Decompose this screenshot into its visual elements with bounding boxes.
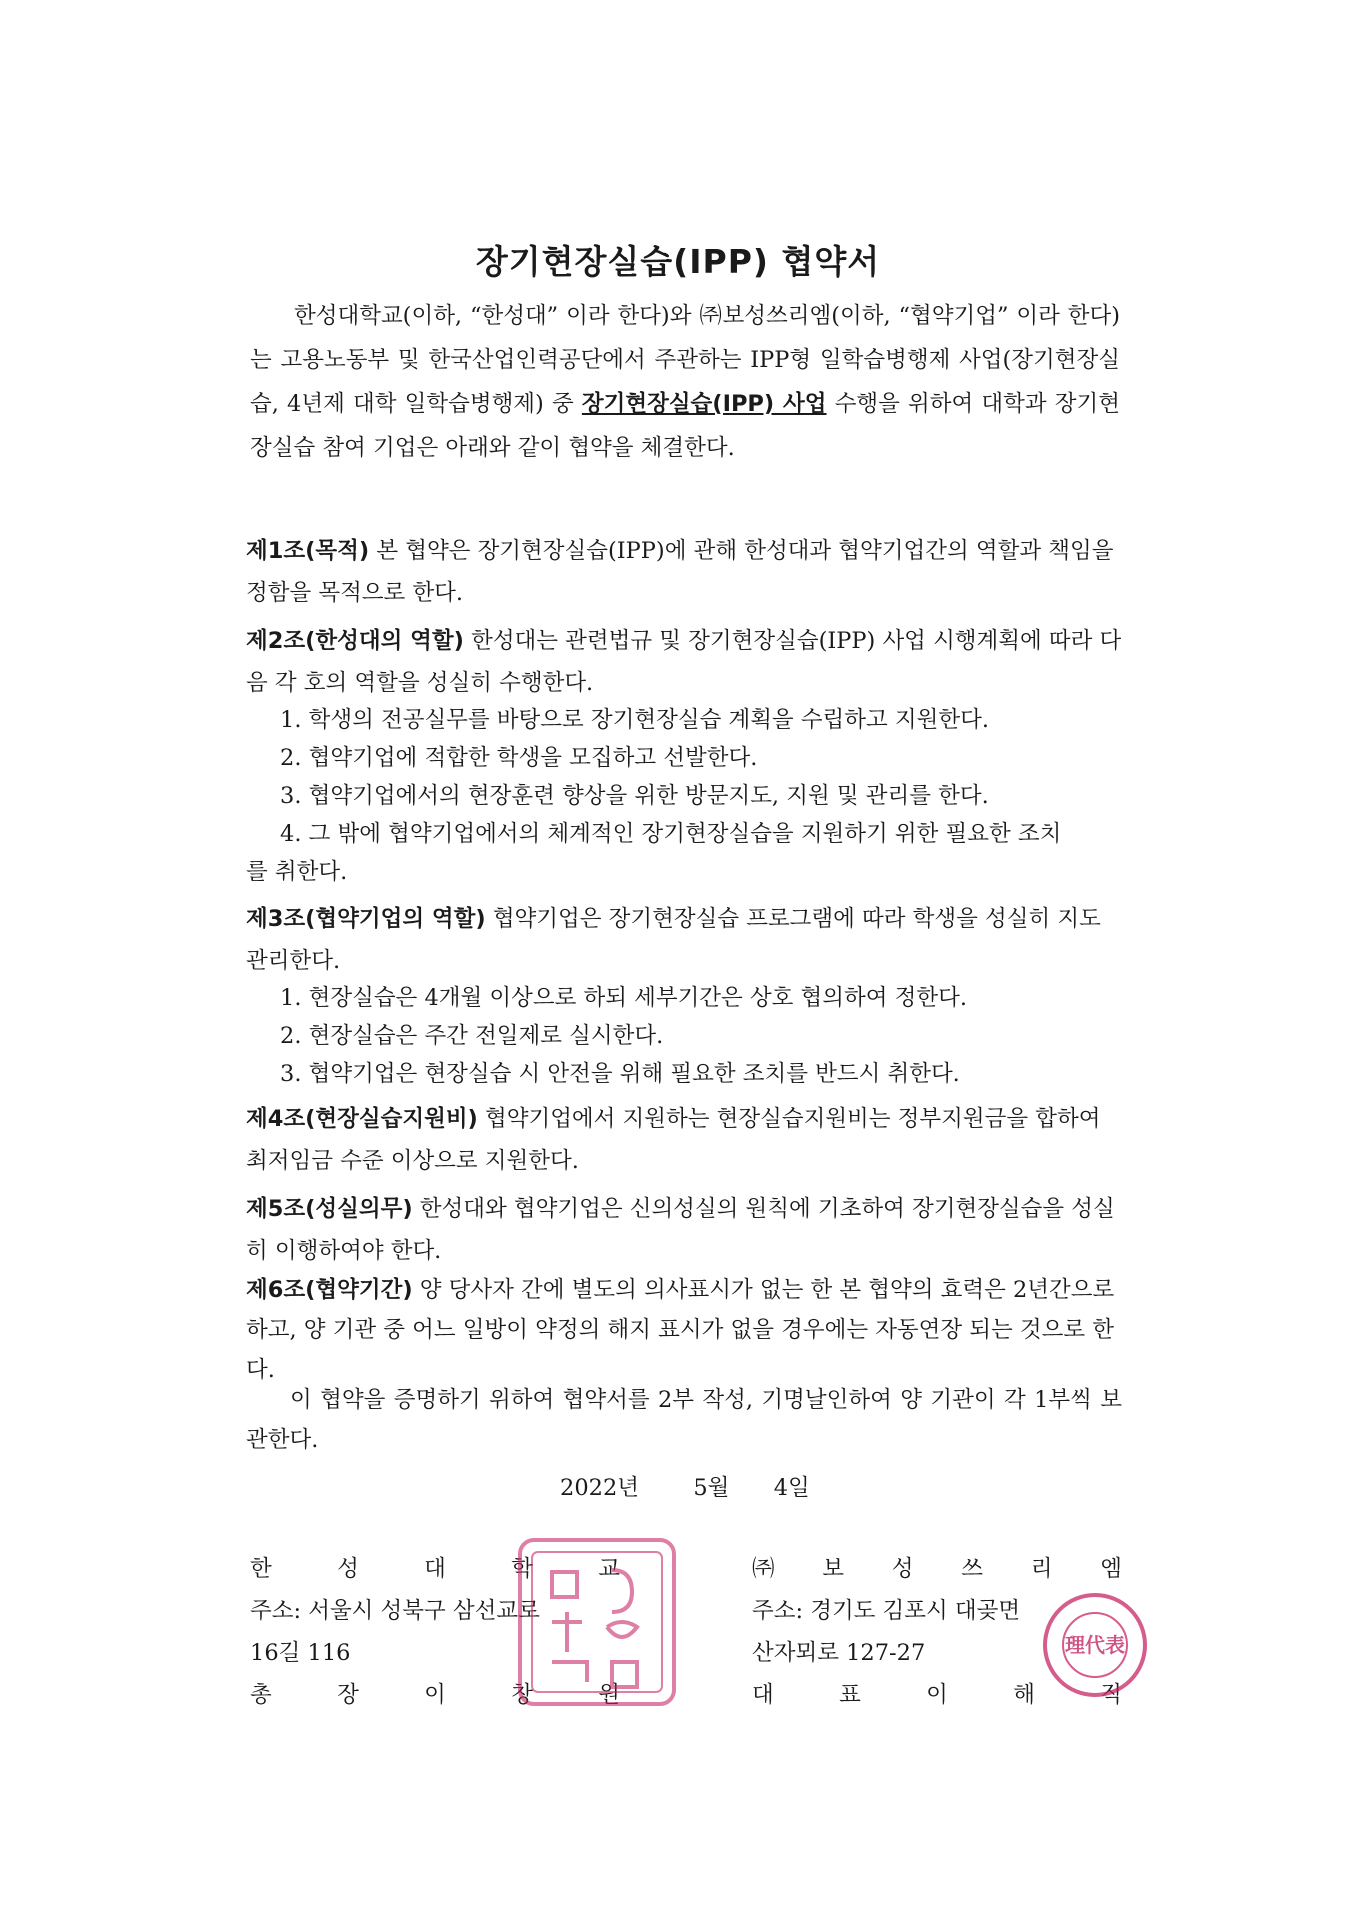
art2-item-1: 1. 학생의 전공실무를 바탕으로 장기현장실습 계획을 수립하고 지원한다. bbox=[280, 707, 989, 733]
article-1 bbox=[246, 530, 1122, 614]
party-left-rep-char: 창 bbox=[511, 1682, 533, 1708]
party-right-address-1: 주소: 경기도 김포시 대곶면 bbox=[752, 1598, 1021, 1624]
article-3 bbox=[246, 898, 1122, 982]
article-5-head: 제5조(성실의무) bbox=[246, 1196, 413, 1222]
closing-text: 이 협약을 증명하기 위하여 협약서를 2부 작성, 기명날인하여 양 기관이 각 1부씩 보관한다. bbox=[246, 1387, 1122, 1453]
party-right-name-char: 리 bbox=[1030, 1556, 1053, 1582]
intro-text-2: 수행을 위하여 대학과 장기현장실습 참여 기업은 아래와 같이 협약을 체결한다. bbox=[250, 391, 1120, 461]
article-3-head: 제3조(협약기업의 역할) bbox=[246, 906, 486, 932]
article-3-body: 협약기업은 장기현장실습 프로그램에 따라 학생을 성실히 지도 관리한다. bbox=[246, 906, 1101, 974]
party-right-name-char: 성 bbox=[891, 1556, 914, 1582]
party-left-name-char: 대 bbox=[424, 1556, 446, 1582]
date-month: 5월 bbox=[693, 1475, 730, 1501]
article-5-body: 한성대와 협약기업은 신의성실의 원칙에 기초하여 장기현장실습을 성실히 이행하여야 한다. bbox=[246, 1196, 1115, 1264]
art2-item-2: 2. 협약기업에 적합한 학생을 모집하고 선발한다. bbox=[280, 745, 758, 771]
date-year: 2022년 bbox=[560, 1475, 639, 1501]
art2-item-4: 4. 그 밖에 협약기업에서의 체계적인 장기현장실습을 지원하기 위한 필요한 조치 bbox=[280, 821, 1062, 847]
party-left-rep-char: 총 bbox=[250, 1682, 272, 1708]
art2-item-3: 3. 협약기업에서의 현장훈련 향상을 위한 방문지도, 지원 및 관리를 한다. bbox=[280, 783, 989, 809]
company-seal-text: 理代表 bbox=[1065, 1633, 1125, 1657]
article-1-body: 본 협약은 장기현장실습(IPP)에 관해 한성대과 협약기업간의 역할과 책임을 정함을 목적으로 한다. bbox=[246, 538, 1114, 606]
party-right-rep-char: 직 bbox=[1100, 1682, 1122, 1708]
party-right-name-char: 쓰 bbox=[961, 1556, 983, 1582]
university-seal-icon bbox=[512, 1532, 682, 1712]
article-6 bbox=[246, 1270, 1122, 1390]
article-6-body: 양 당사자 간에 별도의 의사표시가 없는 한 본 협약의 효력은 2년간으로 하고, 양 기관 중 어느 일방이 약정의 해지 표시가 없을 경우에는 자동연장 되는 것으로 한다. bbox=[246, 1277, 1115, 1383]
party-right-name-char: 보 bbox=[822, 1556, 844, 1582]
article-4-body: 협약기업에서 지원하는 현장실습지원비는 정부지원금을 합하여 최저임금 수준 이상으로 지원한다. bbox=[246, 1106, 1101, 1174]
party-left-address-2: 16길 116 bbox=[250, 1640, 351, 1666]
art3-item-1: 1. 현장실습은 4개월 이상으로 하되 세부기간은 상호 협의하여 정한다. bbox=[280, 985, 967, 1011]
party-left-name-char: 한 bbox=[250, 1556, 272, 1582]
party-left-rep-char: 장 bbox=[337, 1682, 359, 1708]
article-6-head: 제6조(협약기간) bbox=[246, 1277, 413, 1303]
article-5 bbox=[246, 1188, 1122, 1272]
party-right-rep-char: 해 bbox=[1013, 1682, 1035, 1708]
contract-date bbox=[560, 1470, 810, 1502]
article-4 bbox=[246, 1098, 1122, 1182]
art3-item-2: 2. 현장실습은 주간 전일제로 실시한다. bbox=[280, 1023, 664, 1049]
party-left-name-char: 성 bbox=[337, 1556, 359, 1582]
intro-underlined: 장기현장실습(IPP) 사업 bbox=[581, 391, 827, 417]
company-seal-icon bbox=[1040, 1590, 1150, 1700]
party-right-name-char: 엠 bbox=[1100, 1556, 1122, 1582]
party-right-rep-char: 이 bbox=[926, 1682, 948, 1708]
intro-text-1: 한성대학교(이하, “한성대” 이라 한다)와 ㈜보성쓰리엠(이하, “협약기업” 이라 한다)는 고용노동부 및 한국산업인력공단에서 주관하는 IPP형 일학습병행제 사업(장기현장실습, 4년제 대학 일학습병행제) 중 bbox=[250, 303, 1120, 417]
intro-paragraph bbox=[250, 294, 1120, 470]
art2-item-4-cont: 를 취한다. bbox=[246, 859, 348, 885]
party-left-name-char: 학 bbox=[511, 1556, 533, 1582]
article-1-head: 제1조(목적) bbox=[246, 538, 370, 564]
party-right-name bbox=[752, 1548, 1122, 1590]
art3-item-3: 3. 협약기업은 현장실습 시 안전을 위해 필요한 조치를 반드시 취한다. bbox=[280, 1061, 960, 1087]
party-right-rep-char: 대 bbox=[752, 1682, 774, 1708]
party-left-address-1: 주소: 서울시 성북구 삼선교로 bbox=[250, 1598, 540, 1624]
date-day: 4일 bbox=[773, 1475, 810, 1501]
closing-paragraph bbox=[246, 1380, 1122, 1460]
document-title: 장기현장실습(IPP) 협약서 bbox=[475, 242, 881, 281]
party-left-rep-char: 원 bbox=[598, 1682, 620, 1708]
party-right-rep-char: 표 bbox=[839, 1682, 861, 1708]
article-2-body: 한성대는 관련법규 및 장기현장실습(IPP) 사업 시행계획에 따라 다음 각 호의 역할을 성실히 수행한다. bbox=[246, 628, 1122, 696]
party-right-address-2: 산자뫼로 127-27 bbox=[752, 1640, 926, 1666]
article-2-head: 제2조(한성대의 역할) bbox=[246, 628, 464, 654]
party-left-name-char: 교 bbox=[598, 1556, 620, 1582]
party-right-name-char: ㈜ bbox=[752, 1556, 775, 1582]
article-2 bbox=[246, 620, 1122, 704]
party-left-rep-char: 이 bbox=[424, 1682, 446, 1708]
article-4-head: 제4조(현장실습지원비) bbox=[246, 1106, 478, 1132]
